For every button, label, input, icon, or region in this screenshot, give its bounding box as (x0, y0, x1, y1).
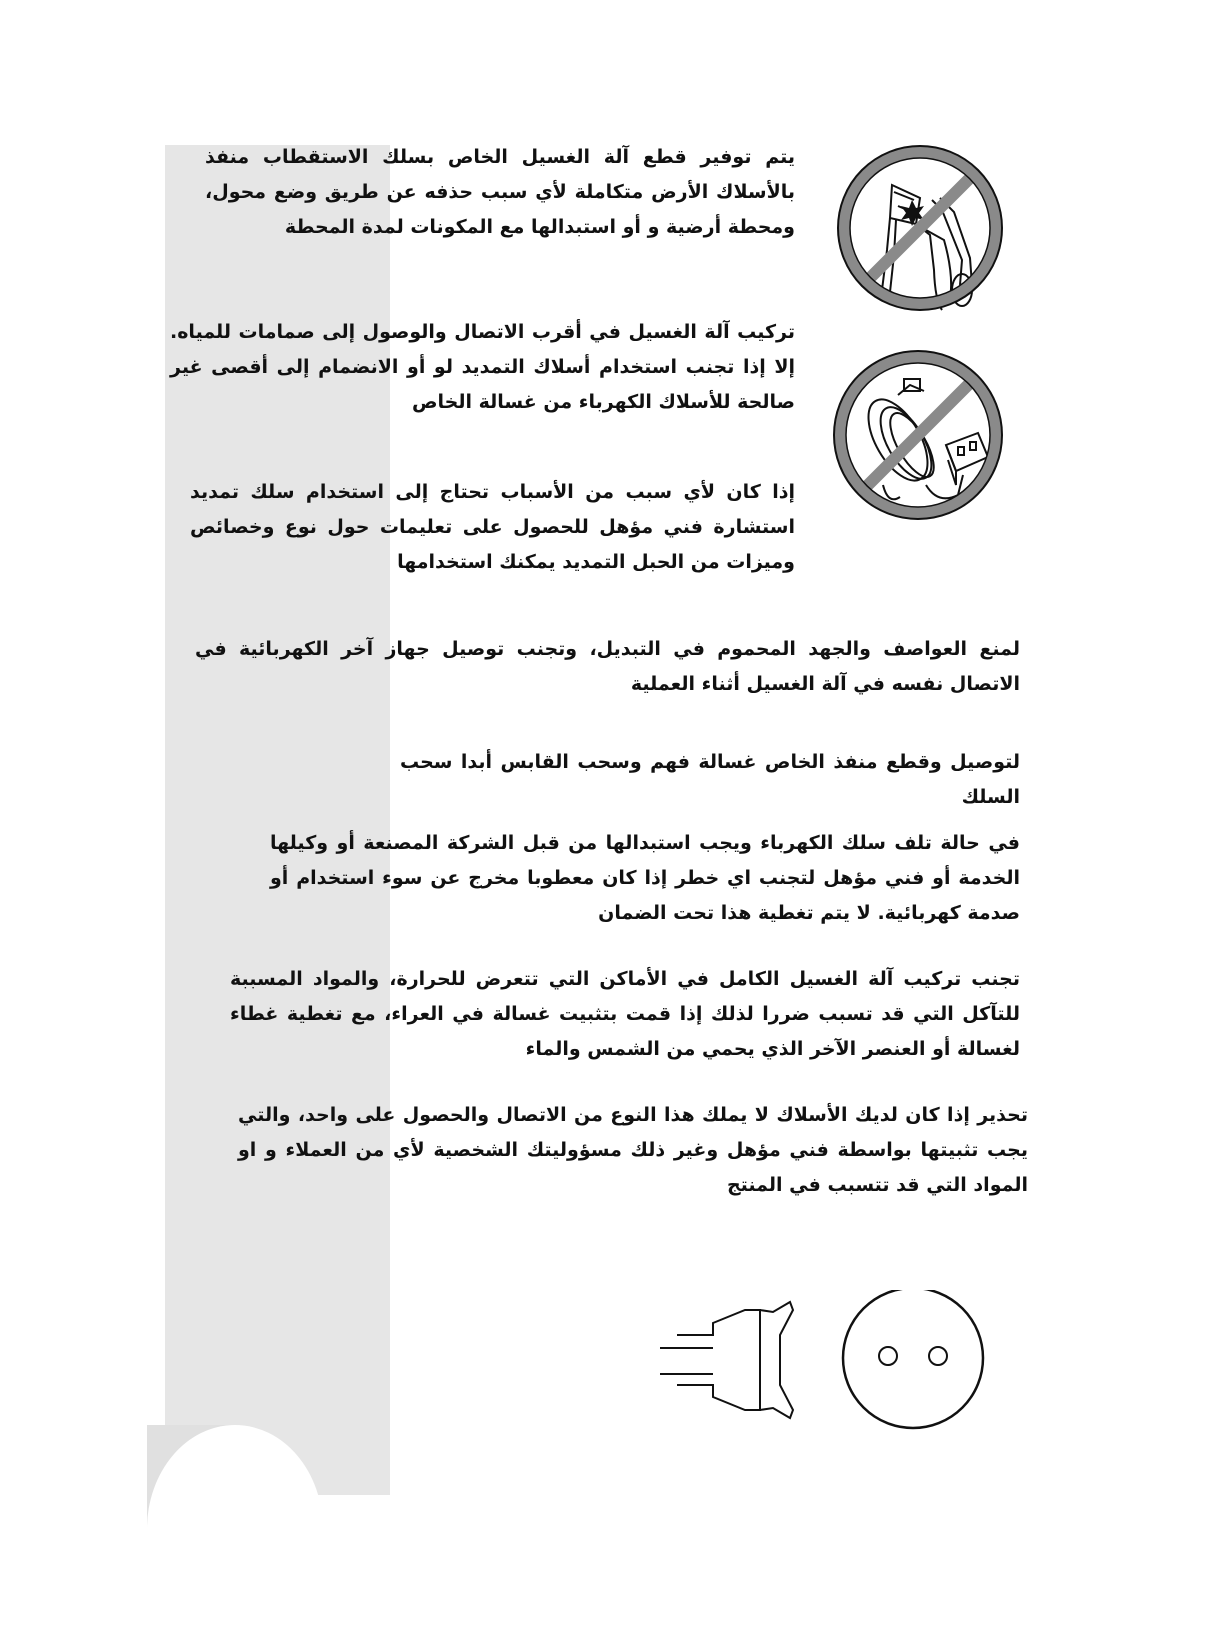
no-adapter-icon (832, 140, 1008, 316)
storms-paragraph: لمنع العواصف والجهد المحموم في التبديل، وتجنب توصيل جهاز آخر الكهربائية في الاتصال نفسه في آلة الغسيل أثناء العملية (195, 638, 1020, 695)
warning-paragraph: تحذير إذا كان لديك الأسلاك لا يملك هذا النوع من الاتصال والحصول على واحد، والتي يجب تثبيتها بواسطة فني مؤهل وغير ذلك مسؤوليتك الشخصية لأي من العملاء و او المواد التي قد تتسبب في المنتج (238, 1104, 1028, 1196)
plug-icon (660, 1302, 793, 1418)
extension-cord-paragraph: إذا كان لأي سبب من الأسباب تحتاج إلى استخدام سلك تمديد استشارة فني مؤهل للحصول على تعليمات حول نوع وخصائص وميزات من الحبل التمديد يمكنك استخدامها (190, 481, 795, 573)
no-extension-cord-icon (828, 345, 1008, 525)
corner-decoration-arc (147, 1425, 323, 1633)
location-paragraph: تجنب تركيب آلة الغسيل الكامل في الأماكن التي تتعرض للحرارة، والمواد المسببة للتآكل التي قد تسبب ضررا لذلك إذا قمت بتثبيت غسالة في العراء، مع تغطية غطاء لغسالة أو العنصر الآخر الذي يحمي من الشمس والماء (230, 968, 1020, 1060)
grounding-paragraph: يتم توفير قطع آلة الغسيل الخاص بسلك الاستقطاب منفذ بالأسلاك الأرض متكاملة لأي سبب حذفه عن طريق وضع محول، ومحطة أرضية و أو استبدالها مع المكونات لمدة المحطة (205, 146, 795, 238)
plug-socket-illustration (655, 1290, 1000, 1430)
socket-icon (843, 1290, 983, 1428)
install-near-paragraph: تركيب آلة الغسيل في أقرب الاتصال والوصول إلى صمامات للمياه. إلا إذا تجنب استخدام أسلاك التمديد لو أو الانضمام إلى أقصى غير صالحة للأسلاك الكهرباء من غسالة الخاص (170, 321, 795, 413)
damaged-cord-paragraph: في حالة تلف سلك الكهرباء ويجب استبدالها من قبل الشركة المصنعة أو وكيلها الخدمة أو فني مؤهل لتجنب اي خطر إذا كان معطوبا مخرج عن سوء استخدام أو صدمة كهربائية. لا يتم تغطية هذا تحت الضمان (270, 832, 1020, 924)
unplug-paragraph: لتوصيل وقطع منفذ الخاص غسالة فهم وسحب القابس أبدا سحب السلك (400, 751, 1020, 808)
